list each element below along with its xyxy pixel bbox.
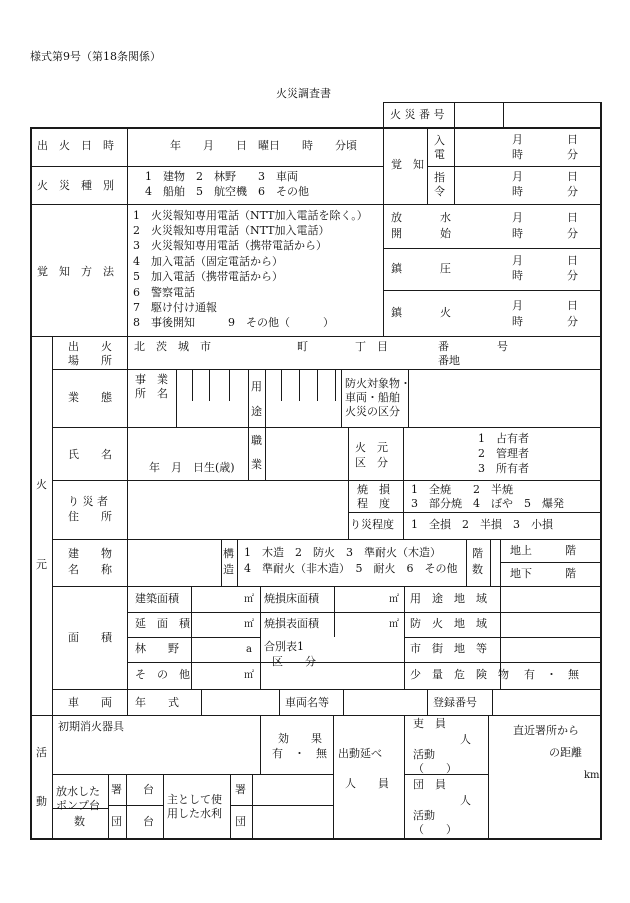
- fire-type-label: 火 災 種 別: [37, 179, 114, 192]
- himoto-option[interactable]: 2 管理者: [478, 447, 529, 460]
- unit-m2: ㎡: [389, 594, 399, 605]
- distance-unit: km: [584, 770, 600, 781]
- chinatsu-date[interactable]: 月 日: [512, 254, 578, 267]
- fire-type-options-2[interactable]: 4 船舶 5 航空機 6 その他: [145, 185, 309, 198]
- other-area-label: そ の 他: [135, 668, 190, 681]
- effect-label: 効 果: [278, 732, 322, 745]
- chinatsu-label-a: 鎮: [391, 262, 402, 275]
- floors-label-1: 階: [472, 547, 483, 560]
- floors-label-2: 数: [472, 563, 483, 576]
- water-source-label-2: 用した水利: [167, 807, 222, 820]
- address-chome: 丁 目: [355, 340, 388, 353]
- structure-label-1: 構: [223, 547, 234, 560]
- water-station-label: 署: [235, 783, 246, 796]
- total-floor-area-label: 延 面 積: [135, 617, 190, 630]
- chinka-label-b: 火: [440, 306, 451, 319]
- fire-number-label: 火 災 番 号: [390, 108, 445, 121]
- unit-m2: ㎡: [244, 619, 254, 630]
- shukka-label-1: 出 火: [68, 340, 112, 353]
- shirei-label-top: 指: [434, 171, 445, 184]
- unit-m2: ㎡: [244, 594, 254, 605]
- pump-station-label: 署: [111, 783, 122, 796]
- office-name-label-1: 事 業: [135, 373, 168, 386]
- urban-area-label: 市 街 地 等: [410, 642, 487, 655]
- zoning-label: 用 途 地 域: [410, 592, 487, 605]
- appendix-category-label-2: 区 分: [272, 655, 316, 668]
- himoto-option[interactable]: 1 占有者: [478, 432, 529, 445]
- kaishi-label-a: 開: [391, 227, 402, 240]
- side-label-moto: 元: [36, 558, 47, 571]
- dispatch-total-label-2: 人 員: [345, 777, 389, 790]
- effect-options[interactable]: 有 ・ 無: [272, 747, 327, 760]
- fire-zone-label: 防 火 地 域: [410, 617, 487, 630]
- fire-number-field[interactable]: [455, 103, 600, 126]
- staff-unit: 人: [460, 733, 471, 746]
- pump-count-label-2: ポンプ台: [56, 799, 100, 812]
- pump-brigade-label: 団: [111, 815, 122, 828]
- detection-option[interactable]: 5 加入電話（携帯電話から）: [133, 270, 283, 283]
- member-unit: 人: [460, 794, 471, 807]
- registration-number-label: 登録番号: [433, 696, 477, 709]
- detection-method-label: 覚 知 方 法: [37, 265, 114, 278]
- business-type-label: 業 態: [68, 391, 112, 404]
- damage-degree-label: り災程度: [350, 518, 394, 531]
- victim-address-label-1: り 災 者: [68, 495, 108, 508]
- building-area-label: 建築面積: [135, 592, 179, 605]
- housui-label-a: 放: [391, 211, 402, 224]
- detection-option[interactable]: 4 加入電話（固定電話から）: [133, 255, 283, 268]
- chinka-date[interactable]: 月 日: [512, 299, 578, 312]
- initial-extinguisher-label: 初期消火器具: [58, 720, 124, 733]
- burn-degree-label-1: 焼 損: [357, 483, 390, 496]
- address-ban: 番: [438, 340, 449, 353]
- detection-option[interactable]: 6 警察電話: [133, 286, 195, 299]
- unit-m2: ㎡: [244, 670, 254, 681]
- pump-brigade-unit: 台: [143, 815, 154, 828]
- member-activity-field[interactable]: （ ）: [413, 823, 457, 836]
- floors-below-field[interactable]: 地下 階: [510, 567, 576, 580]
- water-source-label-1: 主として使: [167, 793, 222, 806]
- distance-label-1: 直近署所から: [513, 724, 579, 737]
- detection-option[interactable]: 2 火災報知専用電話（NTT加入電話）: [133, 224, 330, 237]
- structure-options-2[interactable]: 4 準耐火（非木造） 5 耐火 6 その他: [244, 562, 458, 575]
- burn-degree-options-2[interactable]: 3 部分焼 4 ぼや 5 爆発: [411, 497, 564, 510]
- occupation-label-1: 職: [251, 434, 262, 447]
- chinka-label-a: 鎮: [391, 306, 402, 319]
- pump-count-label-3: 数: [74, 815, 85, 828]
- fire-object-label-1: 防火対象物・: [345, 377, 411, 390]
- address-machi: 町: [297, 340, 308, 353]
- himoto-label-1: 火 元: [355, 441, 388, 454]
- unit-a: a: [246, 644, 252, 655]
- chinatsu-time[interactable]: 時 分: [512, 269, 578, 282]
- outbreak-datetime-label: 出 火 日 時: [37, 139, 114, 152]
- shirei-date[interactable]: 月 日: [512, 170, 578, 183]
- housui-label-b: 水: [440, 211, 451, 224]
- nyuden-label-bottom: 電: [434, 148, 445, 161]
- vehicle-name-label: 車両名等: [285, 696, 329, 709]
- dispatch-total-label-1: 出動延べ: [338, 747, 382, 760]
- fire-object-label-2: 車両・船舶: [345, 391, 400, 404]
- staff-activity-label: 活動: [413, 748, 435, 761]
- model-year-label: 年 式: [135, 696, 179, 709]
- damage-degree-options[interactable]: 1 全損 2 半損 3 小損: [411, 518, 553, 531]
- water-brigade-label: 団: [235, 815, 246, 828]
- building-name-label-2: 名 称: [68, 563, 112, 576]
- shirei-label-bottom: 令: [434, 185, 445, 198]
- shirei-time[interactable]: 時 分: [512, 185, 578, 198]
- name-label: 氏 名: [68, 448, 112, 461]
- burned-surface-area-label: 焼損表面積: [264, 617, 319, 630]
- form-number-label: 様式第9号（第18条関係）: [30, 50, 161, 63]
- detection-option[interactable]: 3 火災報知専用電話（携帯電話から）: [133, 239, 327, 252]
- fire-object-label-3: 火災の区分: [345, 405, 400, 418]
- structure-label-2: 造: [223, 563, 234, 576]
- housui-time[interactable]: 時 分: [512, 227, 578, 240]
- occupation-label-2: 業: [251, 458, 262, 471]
- small-hazmat-options[interactable]: 有 ・ 無: [524, 668, 579, 681]
- victim-address-label-2: 住 所: [68, 510, 112, 523]
- usage-label-2: 途: [251, 405, 262, 418]
- chinka-time[interactable]: 時 分: [512, 315, 578, 328]
- himoto-option[interactable]: 3 所有者: [478, 462, 529, 475]
- forest-area-label: 林 野: [135, 642, 179, 655]
- burned-floor-area-label: 焼損床面積: [264, 592, 319, 605]
- chinatsu-label-b: 圧: [440, 262, 451, 275]
- member-label: 団 員: [413, 778, 446, 791]
- pump-count-label-1: 放水した: [56, 785, 100, 798]
- address-banchi: 番地: [438, 354, 460, 367]
- unit-m2: ㎡: [389, 619, 399, 630]
- distance-label-2: の距離: [549, 746, 582, 759]
- burn-degree-options-1[interactable]: 1 全焼 2 半焼: [411, 483, 513, 496]
- staff-activity-field[interactable]: （ ）: [413, 762, 457, 775]
- page-title: 火災調査書: [276, 87, 331, 100]
- address-go: 号: [497, 340, 508, 353]
- small-hazmat-label: 少 量 危 険 物: [410, 668, 509, 681]
- detection-option[interactable]: 8 事後開知 9 その他（ ）: [133, 316, 334, 329]
- housui-date[interactable]: 月 日: [512, 211, 578, 224]
- nyuden-time[interactable]: 時 分: [512, 148, 578, 161]
- outbreak-datetime-field[interactable]: 年 月 日 曜日 時 分頃: [170, 139, 357, 152]
- usage-label-1: 用: [251, 380, 262, 393]
- building-name-label-1: 建 物: [68, 547, 112, 560]
- burn-degree-label-2: 程 度: [357, 497, 390, 510]
- kakuchi-label: 覚 知: [391, 158, 424, 171]
- member-activity-label: 活動: [413, 809, 435, 822]
- nyuden-label-top: 入: [434, 134, 445, 147]
- detection-option[interactable]: 7 駆け付け通報: [133, 301, 217, 314]
- kaishi-label-b: 始: [440, 227, 451, 240]
- structure-options-1[interactable]: 1 木造 2 防火 3 準耐火（木造）: [244, 546, 441, 559]
- nyuden-date[interactable]: 月 日: [512, 133, 578, 146]
- himoto-label-2: 区 分: [355, 456, 388, 469]
- floors-above-field[interactable]: 地上 階: [510, 544, 576, 557]
- vehicle-label: 車 両: [68, 696, 112, 709]
- shukka-label-2: 場 所: [68, 354, 112, 367]
- pump-station-unit: 台: [143, 783, 154, 796]
- office-name-label-2: 所 名: [135, 387, 168, 400]
- side-label-dou: 動: [36, 795, 47, 808]
- staff-label: 吏 員: [413, 717, 446, 730]
- birthdate-field[interactable]: 年 月 日生(歳): [149, 461, 235, 474]
- area-label: 面 積: [68, 631, 112, 644]
- address-city: 北 茨 城 市: [134, 340, 211, 353]
- appendix-category-label-1: 合別表1: [264, 640, 304, 653]
- side-label-hi: 火: [36, 478, 47, 491]
- fire-type-options-1[interactable]: 1 建物 2 林野 3 車両: [145, 170, 298, 183]
- side-label-katsu: 活: [36, 746, 47, 759]
- detection-option[interactable]: 1 火災報知専用電話（NTT加入電話を除く。）: [133, 209, 368, 222]
